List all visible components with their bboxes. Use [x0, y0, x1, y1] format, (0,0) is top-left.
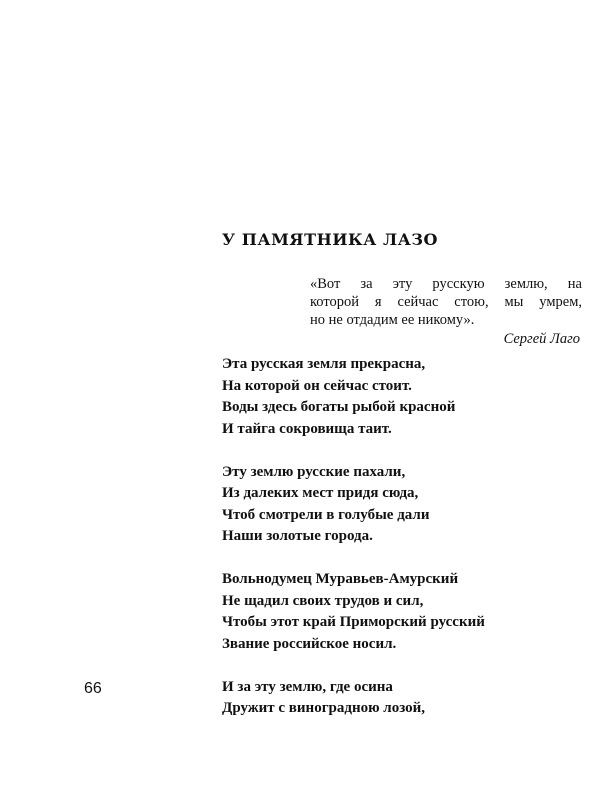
page-number: 66 — [84, 680, 102, 697]
poem-line: И тайга сокровища таит. — [222, 420, 392, 437]
poem-line: Дружит с виноградною лозой, — [222, 700, 426, 716]
poem-line: Звание российское носил. — [222, 635, 397, 652]
stanza — [222, 462, 485, 548]
poem-line: Вольнодумец Муравьев-Амурский — [222, 571, 459, 587]
poem-line: Чтоб смотрели в голубые дали — [222, 506, 430, 523]
poem-line: На которой он сейчас стоит. — [222, 377, 412, 394]
stanza — [222, 354, 485, 440]
epigraph-line: но не отдадим ее никому». — [310, 312, 475, 328]
stanza — [222, 569, 485, 655]
poem-line: Эта русская земля прекрасна, — [222, 356, 426, 372]
epigraph — [310, 275, 582, 348]
epigraph-line: «Вот за эту русскую землю, на — [310, 276, 582, 292]
poem-body — [222, 354, 485, 741]
poem-line: И за эту землю, где осина — [222, 678, 393, 695]
poem-line: Из далеких мест придя сюда, — [222, 485, 419, 501]
stanza — [222, 677, 485, 720]
poem-line: Воды здесь богаты рыбой красной — [222, 399, 456, 415]
poem-line: Не щадил своих трудов и сил, — [222, 592, 424, 609]
epigraph-line: которой я сейчас стою, мы умрем, — [310, 294, 582, 310]
poem-line: Эту землю русские пахали, — [222, 463, 406, 480]
epigraph-author: Сергей Лаго — [503, 331, 580, 347]
poem-line: Чтобы этот край Приморский русский — [222, 614, 485, 630]
poem-line: Наши золотые города. — [222, 528, 373, 544]
poem-title: У ПАМЯТНИКА ЛАЗО — [222, 230, 439, 249]
